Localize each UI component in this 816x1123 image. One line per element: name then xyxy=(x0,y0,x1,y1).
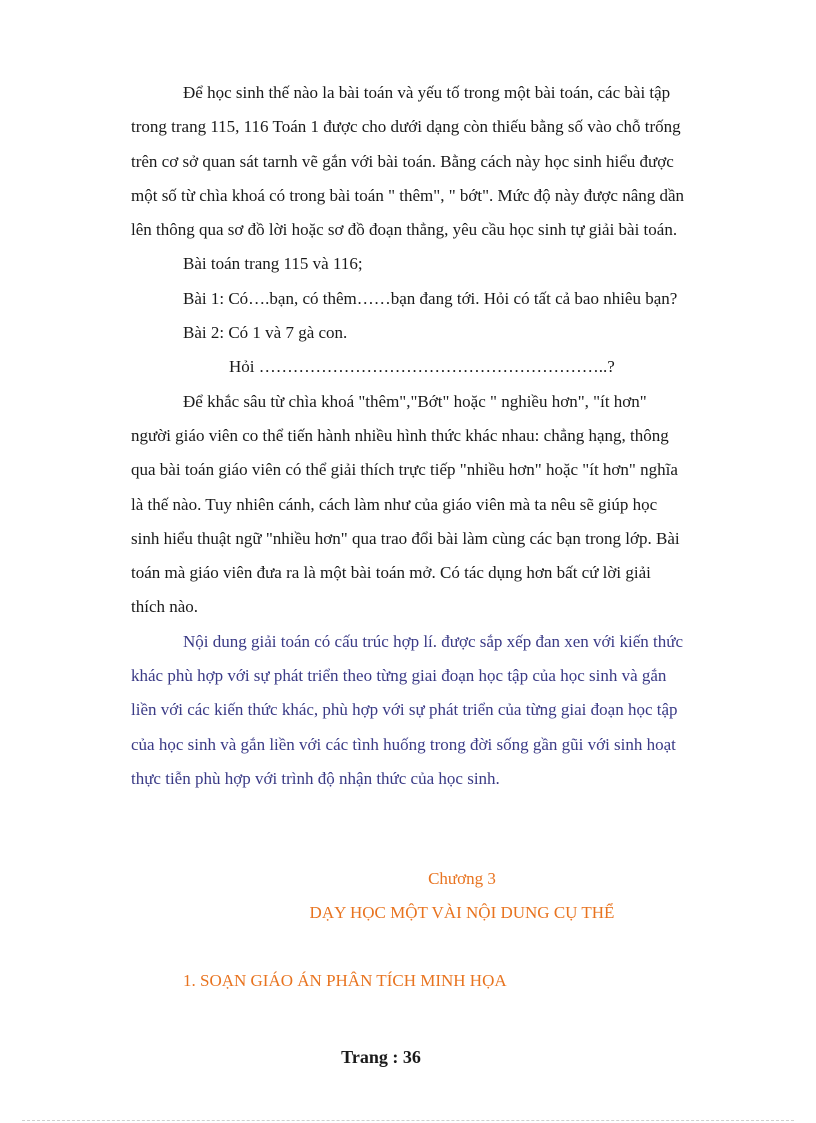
paragraph2-line: Để khắc sâu từ chìa khoá "thêm","Bớt" hoặc " nghiều hơn", "ít hơn" xyxy=(183,391,647,411)
section-heading: 1. SOẠN GIÁO ÁN PHÂN TÍCH MINH HỌA xyxy=(183,971,507,990)
paragraph2-line: sinh hiểu thuật ngữ "nhiều hơn" qua trao đổi bài làm cùng các bạn trong lớp. Bài xyxy=(131,528,680,548)
paragraph1-line: Để học sinh thế nào la bài toán và yếu tố trong một bài toán, các bài tập xyxy=(183,83,671,102)
body-text xyxy=(131,76,741,796)
exercise-intro: Bài toán trang 115 và 116; xyxy=(183,254,363,274)
paragraph3-line: Nội dung giải toán có cấu trúc hợp lí. được sắp xếp đan xen với kiến thức xyxy=(183,631,684,651)
footer-divider xyxy=(22,1120,794,1121)
paragraph3-line: liền với các kiến thức khác, phù hợp với sự phát triển của từng giai đoạn học tập xyxy=(131,700,678,720)
paragraph2-line: toán mà giáo viên đưa ra là một bài toán mở. Có tác dụng hơn bất cứ lời giải xyxy=(131,563,651,583)
paragraph2-line: qua bài toán giáo viên có thể giải thích trực tiếp "nhiều hơn" hoặc "ít hơn" nghĩa xyxy=(131,460,678,480)
paragraph1-line: trên cơ sở quan sát tarnh vẽ gắn với bài toán. Bằng cách này học sinh hiểu được xyxy=(131,151,674,171)
paragraph2-line: người giáo viên co thể tiến hành nhiều hình thức khác nhau: chẳng hạng, thông xyxy=(131,425,669,445)
paragraph3-line: thực tiễn phù hợp với trình độ nhận thức của học sinh. xyxy=(131,768,500,788)
page-number: Trang : 36 xyxy=(341,1047,421,1067)
chapter-label: Chương 3 xyxy=(428,869,496,888)
paragraph1-line: một số từ chìa khoá có trong bài toán " thêm", " bớt". Mức độ này được nâng dần xyxy=(131,185,685,205)
chapter-title: DẠY HỌC MỘT VÀI NỘI DUNG CỤ THỂ xyxy=(309,903,615,922)
exercise-2: Bài 2: Có 1 và 7 gà con. xyxy=(183,323,348,343)
paragraph2-line: là thế nào. Tuy nhiên cánh, cách làm như của giáo viên mà ta nêu sẽ giúp học xyxy=(131,494,658,514)
paragraph1-line: lên thông qua sơ đồ lời hoặc sơ đồ đoạn thẳng, yêu cầu học sinh tự giải bài toán. xyxy=(131,220,678,240)
paragraph3-line: khác phù hợp với sự phát triển theo từng giai đoạn học tập của học sinh và gắn xyxy=(131,666,667,686)
exercise-1: Bài 1: Có….bạn, có thêm……bạn đang tới. Hỏi có tất cả bao nhiêu bạn? xyxy=(183,288,678,308)
exercise-2-question: Hỏi ……………………………………………………..? xyxy=(229,357,615,377)
paragraph2-line: thích nào. xyxy=(131,597,199,617)
paragraph1-line: trong trang 115, 116 Toán 1 được cho dưới dạng còn thiếu bằng số vào chỗ trống xyxy=(131,117,681,137)
paragraph3-line: của học sinh và gắn liền với các tình huống trong đời sống gần gũi với sinh hoạt xyxy=(131,734,676,754)
